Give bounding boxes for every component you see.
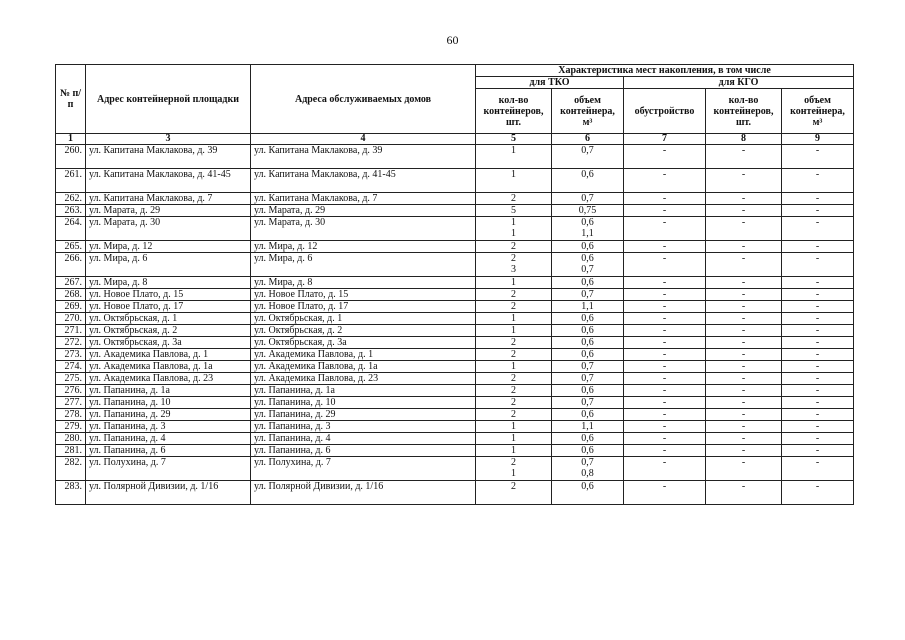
- served-houses: ул. Академика Павлова, д. 1: [251, 349, 476, 361]
- tko-count-value: 2: [511, 409, 516, 420]
- tko-volume: [552, 301, 624, 313]
- tko-count-value: 5: [511, 205, 516, 216]
- site-address: ул. Капитана Маклакова, д. 41-45: [86, 169, 251, 193]
- row-number: 263.: [56, 205, 86, 217]
- served-houses: ул. Мира, д. 12: [251, 241, 476, 253]
- kgo-volume: -: [782, 373, 854, 385]
- kgo-count: -: [706, 457, 782, 481]
- kgo-count: -: [706, 253, 782, 277]
- tko-volume: [552, 349, 624, 361]
- header-kgo-volume: объем контейнера, м³: [782, 89, 854, 134]
- tko-count-value: 1: [511, 325, 516, 336]
- tko-count: [476, 145, 552, 169]
- served-houses: ул. Академика Павлова, д. 1а: [251, 361, 476, 373]
- row-number: 269.: [56, 301, 86, 313]
- tko-volume: [552, 289, 624, 301]
- facilities: -: [624, 325, 706, 337]
- facilities: -: [624, 301, 706, 313]
- kgo-volume: -: [782, 385, 854, 397]
- site-address: ул. Академика Павлова, д. 1: [86, 349, 251, 361]
- row-number: 264.: [56, 217, 86, 241]
- facilities: -: [624, 193, 706, 205]
- tko-count-value: 1: [511, 445, 516, 456]
- header-characteristics: Характеристика мест накопления, в том числе: [476, 65, 854, 77]
- kgo-volume: -: [782, 337, 854, 349]
- tko-volume-value: 0,75: [578, 205, 597, 216]
- tko-count-value: 1: [511, 217, 516, 228]
- kgo-volume: -: [782, 457, 854, 481]
- facilities: -: [624, 457, 706, 481]
- kgo-count: -: [706, 301, 782, 313]
- row-number: 268.: [56, 289, 86, 301]
- tko-count: [476, 397, 552, 409]
- row-number: 281.: [56, 445, 86, 457]
- table-row: [56, 313, 854, 325]
- tko-volume: [552, 445, 624, 457]
- kgo-volume: -: [782, 397, 854, 409]
- tko-volume-value: 0,7: [581, 264, 594, 275]
- kgo-volume: -: [782, 313, 854, 325]
- kgo-volume: -: [782, 289, 854, 301]
- tko-count: [476, 241, 552, 253]
- site-address: ул. Папанина, д. 29: [86, 409, 251, 421]
- table-row: [56, 169, 854, 193]
- tko-volume: [552, 169, 624, 193]
- facilities: -: [624, 217, 706, 241]
- header-facilities: обустройство: [624, 89, 706, 134]
- kgo-volume: -: [782, 445, 854, 457]
- table-row: [56, 385, 854, 397]
- served-houses: ул. Марата, д. 30: [251, 217, 476, 241]
- tko-volume-value: 0,7: [581, 289, 594, 300]
- tko-count: [476, 301, 552, 313]
- site-address: ул. Мира, д. 8: [86, 277, 251, 289]
- tko-volume: [552, 433, 624, 445]
- header-tko-count: кол-во контейнеров, шт.: [476, 89, 552, 134]
- kgo-volume: -: [782, 421, 854, 433]
- kgo-count: -: [706, 289, 782, 301]
- served-houses: ул. Марата, д. 29: [251, 205, 476, 217]
- served-houses: ул. Папанина, д. 4: [251, 433, 476, 445]
- tko-volume: [552, 481, 624, 505]
- site-address: ул. Новое Плато, д. 17: [86, 301, 251, 313]
- tko-count-value: 1: [511, 169, 516, 180]
- tko-count: [476, 325, 552, 337]
- served-houses: ул. Капитана Маклакова, д. 39: [251, 145, 476, 169]
- tko-volume-value: 0,6: [581, 277, 594, 288]
- tko-count: [476, 205, 552, 217]
- tko-count: [476, 385, 552, 397]
- tko-volume-value: 0,6: [581, 481, 594, 492]
- tko-count-value: 2: [511, 385, 516, 396]
- kgo-count: -: [706, 217, 782, 241]
- site-address: ул. Новое Плато, д. 15: [86, 289, 251, 301]
- table-row: [56, 373, 854, 385]
- tko-volume: [552, 373, 624, 385]
- kgo-count: -: [706, 313, 782, 325]
- tko-volume: [552, 409, 624, 421]
- facilities: -: [624, 313, 706, 325]
- site-address: ул. Капитана Маклакова, д. 39: [86, 145, 251, 169]
- served-houses: ул. Мира, д. 8: [251, 277, 476, 289]
- tko-volume-value: 1,1: [581, 301, 594, 312]
- tko-count-value: 1: [511, 421, 516, 432]
- row-number: 283.: [56, 481, 86, 505]
- tko-count-value: 1: [511, 433, 516, 444]
- kgo-count: -: [706, 361, 782, 373]
- served-houses: ул. Папанина, д. 10: [251, 397, 476, 409]
- tko-count-value: 2: [511, 301, 516, 312]
- kgo-volume: -: [782, 277, 854, 289]
- facilities: -: [624, 421, 706, 433]
- tko-volume-value: 0,6: [581, 313, 594, 324]
- kgo-volume: -: [782, 241, 854, 253]
- table-row: [56, 301, 854, 313]
- table-row: [56, 241, 854, 253]
- tko-volume: [552, 205, 624, 217]
- table-row: [56, 409, 854, 421]
- tko-volume-value: 0,6: [581, 325, 594, 336]
- site-address: ул. Папанина, д. 4: [86, 433, 251, 445]
- kgo-count: -: [706, 481, 782, 505]
- tko-volume-value: 0,7: [581, 397, 594, 408]
- tko-volume-value: 0,7: [581, 361, 594, 372]
- tko-count: [476, 421, 552, 433]
- tko-volume-value: 0,6: [581, 433, 594, 444]
- tko-volume: [552, 313, 624, 325]
- tko-count-value: 2: [511, 349, 516, 360]
- tko-volume: [552, 421, 624, 433]
- row-number: 260.: [56, 145, 86, 169]
- kgo-count: -: [706, 145, 782, 169]
- kgo-volume: -: [782, 193, 854, 205]
- tko-count: [476, 349, 552, 361]
- table-row: [56, 205, 854, 217]
- table-row: [56, 277, 854, 289]
- served-houses: ул. Октябрьская, д. 3а: [251, 337, 476, 349]
- site-address: ул. Полярной Дивизии, д. 1/16: [86, 481, 251, 505]
- kgo-volume: -: [782, 145, 854, 169]
- served-houses: ул. Полухина, д. 7: [251, 457, 476, 481]
- tko-volume-value: 0,6: [581, 169, 594, 180]
- site-address: ул. Марата, д. 30: [86, 217, 251, 241]
- row-number: 261.: [56, 169, 86, 193]
- table-row: [56, 289, 854, 301]
- tko-count: [476, 409, 552, 421]
- kgo-volume: -: [782, 433, 854, 445]
- tko-count-value: 1: [511, 361, 516, 372]
- table-row: [56, 193, 854, 205]
- tko-count-value: 2: [511, 481, 516, 492]
- served-houses: ул. Новое Плато, д. 17: [251, 301, 476, 313]
- kgo-count: -: [706, 205, 782, 217]
- facilities: -: [624, 481, 706, 505]
- table-row: [56, 337, 854, 349]
- served-houses: ул. Капитана Маклакова, д. 41-45: [251, 169, 476, 193]
- site-address: ул. Папанина, д. 10: [86, 397, 251, 409]
- tko-count-value: 1: [511, 145, 516, 156]
- row-number: 273.: [56, 349, 86, 361]
- column-number: 4: [251, 134, 476, 145]
- tko-count: [476, 217, 552, 241]
- table-row: [56, 361, 854, 373]
- tko-volume: [552, 385, 624, 397]
- tko-count: [476, 253, 552, 277]
- header-tko-group: для ТКО: [476, 77, 624, 89]
- tko-volume-value: 0,8: [581, 468, 594, 479]
- row-number: 266.: [56, 253, 86, 277]
- row-number: 272.: [56, 337, 86, 349]
- kgo-count: -: [706, 169, 782, 193]
- table-row: [56, 253, 854, 277]
- kgo-count: -: [706, 433, 782, 445]
- site-address: ул. Марата, д. 29: [86, 205, 251, 217]
- kgo-count: -: [706, 277, 782, 289]
- table-header: [56, 65, 854, 145]
- table-row: [56, 457, 854, 481]
- row-number: 280.: [56, 433, 86, 445]
- column-number: 6: [552, 134, 624, 145]
- site-address: ул. Академика Павлова, д. 1а: [86, 361, 251, 373]
- facilities: -: [624, 397, 706, 409]
- container-sites-table: [55, 64, 854, 505]
- page-number: 60: [446, 33, 459, 47]
- tko-volume: [552, 457, 624, 481]
- tko-volume: [552, 277, 624, 289]
- tko-count: [476, 337, 552, 349]
- tko-count-value: 2: [511, 373, 516, 384]
- tko-volume-value: 0,6: [581, 337, 594, 348]
- tko-volume: [552, 145, 624, 169]
- row-number: 274.: [56, 361, 86, 373]
- row-number: 277.: [56, 397, 86, 409]
- tko-volume: [552, 325, 624, 337]
- tko-count-value: 3: [511, 264, 516, 275]
- tko-count-value: 2: [511, 337, 516, 348]
- tko-volume-value: 1,1: [581, 421, 594, 432]
- kgo-count: -: [706, 373, 782, 385]
- header-served: Адреса обслуживаемых домов: [251, 65, 476, 134]
- facilities: -: [624, 277, 706, 289]
- header-address: Адрес контейнерной площадки: [86, 65, 251, 134]
- kgo-volume: -: [782, 409, 854, 421]
- served-houses: ул. Октябрьская, д. 2: [251, 325, 476, 337]
- row-number: 271.: [56, 325, 86, 337]
- tko-count-value: 2: [511, 253, 516, 264]
- served-houses: ул. Папанина, д. 3: [251, 421, 476, 433]
- tko-volume: [552, 253, 624, 277]
- tko-count-value: 2: [511, 193, 516, 204]
- tko-volume-value: 0,7: [581, 373, 594, 384]
- tko-count-value: 2: [511, 457, 516, 468]
- kgo-count: -: [706, 241, 782, 253]
- site-address: ул. Октябрьская, д. 1: [86, 313, 251, 325]
- facilities: -: [624, 253, 706, 277]
- tko-volume-value: 0,6: [581, 445, 594, 456]
- kgo-count: -: [706, 193, 782, 205]
- site-address: ул. Капитана Маклакова, д. 7: [86, 193, 251, 205]
- tko-volume: [552, 241, 624, 253]
- kgo-count: -: [706, 349, 782, 361]
- facilities: -: [624, 169, 706, 193]
- row-number: 278.: [56, 409, 86, 421]
- site-address: ул. Папанина, д. 1а: [86, 385, 251, 397]
- tko-count: [476, 193, 552, 205]
- served-houses: ул. Академика Павлова, д. 23: [251, 373, 476, 385]
- site-address: ул. Папанина, д. 6: [86, 445, 251, 457]
- tko-volume-value: 0,6: [581, 385, 594, 396]
- served-houses: ул. Папанина, д. 1а: [251, 385, 476, 397]
- table-row: [56, 325, 854, 337]
- served-houses: ул. Папанина, д. 6: [251, 445, 476, 457]
- facilities: -: [624, 385, 706, 397]
- tko-count-value: 1: [511, 468, 516, 479]
- tko-count-value: 1: [511, 313, 516, 324]
- tko-volume-value: 0,7: [581, 145, 594, 156]
- tko-count-value: 2: [511, 241, 516, 252]
- kgo-volume: -: [782, 205, 854, 217]
- facilities: -: [624, 145, 706, 169]
- site-address: ул. Октябрьская, д. 2: [86, 325, 251, 337]
- facilities: -: [624, 289, 706, 301]
- kgo-volume: -: [782, 253, 854, 277]
- kgo-count: -: [706, 325, 782, 337]
- row-number: 279.: [56, 421, 86, 433]
- column-number: 8: [706, 134, 782, 145]
- kgo-count: -: [706, 409, 782, 421]
- kgo-count: -: [706, 397, 782, 409]
- tko-volume-value: 0,7: [581, 193, 594, 204]
- table-body: [56, 145, 854, 505]
- tko-volume-value: 0,6: [581, 349, 594, 360]
- site-address: ул. Мира, д. 12: [86, 241, 251, 253]
- kgo-count: -: [706, 385, 782, 397]
- tko-volume: [552, 361, 624, 373]
- kgo-volume: -: [782, 169, 854, 193]
- tko-volume-value: 0,6: [581, 253, 594, 264]
- row-number: 262.: [56, 193, 86, 205]
- facilities: -: [624, 361, 706, 373]
- served-houses: ул. Новое Плато, д. 15: [251, 289, 476, 301]
- site-address: ул. Полухина, д. 7: [86, 457, 251, 481]
- facilities: -: [624, 409, 706, 421]
- facilities: -: [624, 337, 706, 349]
- tko-count-value: 2: [511, 397, 516, 408]
- tko-count: [476, 289, 552, 301]
- tko-count: [476, 361, 552, 373]
- tko-count: [476, 373, 552, 385]
- row-number: 267.: [56, 277, 86, 289]
- site-address: ул. Академика Павлова, д. 23: [86, 373, 251, 385]
- served-houses: ул. Мира, д. 6: [251, 253, 476, 277]
- header-tko-volume: объем контейнера, м³: [552, 89, 624, 134]
- column-number: 7: [624, 134, 706, 145]
- kgo-count: -: [706, 445, 782, 457]
- table-row: [56, 421, 854, 433]
- tko-count: [476, 457, 552, 481]
- kgo-volume: -: [782, 349, 854, 361]
- tko-count-value: 2: [511, 289, 516, 300]
- tko-count: [476, 481, 552, 505]
- tko-count: [476, 433, 552, 445]
- tko-volume: [552, 397, 624, 409]
- header-kgo-count: кол-во контейнеров, шт.: [706, 89, 782, 134]
- kgo-volume: -: [782, 361, 854, 373]
- table-row: [56, 397, 854, 409]
- table-row: [56, 349, 854, 361]
- tko-volume: [552, 217, 624, 241]
- table-row: [56, 145, 854, 169]
- row-number: 282.: [56, 457, 86, 481]
- tko-count: [476, 277, 552, 289]
- table-row: [56, 217, 854, 241]
- facilities: -: [624, 241, 706, 253]
- facilities: -: [624, 373, 706, 385]
- tko-volume-value: 0,7: [581, 457, 594, 468]
- tko-count: [476, 169, 552, 193]
- site-address: ул. Октябрьская, д. 3а: [86, 337, 251, 349]
- facilities: -: [624, 445, 706, 457]
- tko-volume: [552, 193, 624, 205]
- kgo-volume: -: [782, 481, 854, 505]
- table-row: [56, 481, 854, 505]
- kgo-volume: -: [782, 301, 854, 313]
- facilities: -: [624, 205, 706, 217]
- column-number: 9: [782, 134, 854, 145]
- row-number: 276.: [56, 385, 86, 397]
- tko-volume-value: 0,6: [581, 409, 594, 420]
- facilities: -: [624, 433, 706, 445]
- tko-volume-value: 1,1: [581, 228, 594, 239]
- facilities: -: [624, 349, 706, 361]
- tko-volume-value: 0,6: [581, 241, 594, 252]
- tko-volume-value: 0,6: [581, 217, 594, 228]
- served-houses: ул. Капитана Маклакова, д. 7: [251, 193, 476, 205]
- kgo-volume: -: [782, 325, 854, 337]
- tko-count: [476, 313, 552, 325]
- table-row: [56, 445, 854, 457]
- row-number: 265.: [56, 241, 86, 253]
- served-houses: ул. Полярной Дивизии, д. 1/16: [251, 481, 476, 505]
- served-houses: ул. Папанина, д. 29: [251, 409, 476, 421]
- row-number: 270.: [56, 313, 86, 325]
- tko-count-value: 1: [511, 228, 516, 239]
- kgo-count: -: [706, 337, 782, 349]
- site-address: ул. Папанина, д. 3: [86, 421, 251, 433]
- kgo-volume: -: [782, 217, 854, 241]
- served-houses: ул. Октябрьская, д. 1: [251, 313, 476, 325]
- tko-count-value: 1: [511, 277, 516, 288]
- header-kgo-group: для КГО: [624, 77, 854, 89]
- row-number: 275.: [56, 373, 86, 385]
- header-no: № п/п: [56, 65, 86, 134]
- kgo-count: -: [706, 421, 782, 433]
- column-number: 1: [56, 134, 86, 145]
- tko-count: [476, 445, 552, 457]
- column-number: 3: [86, 134, 251, 145]
- site-address: ул. Мира, д. 6: [86, 253, 251, 277]
- column-number: 5: [476, 134, 552, 145]
- table-row: [56, 433, 854, 445]
- tko-volume: [552, 337, 624, 349]
